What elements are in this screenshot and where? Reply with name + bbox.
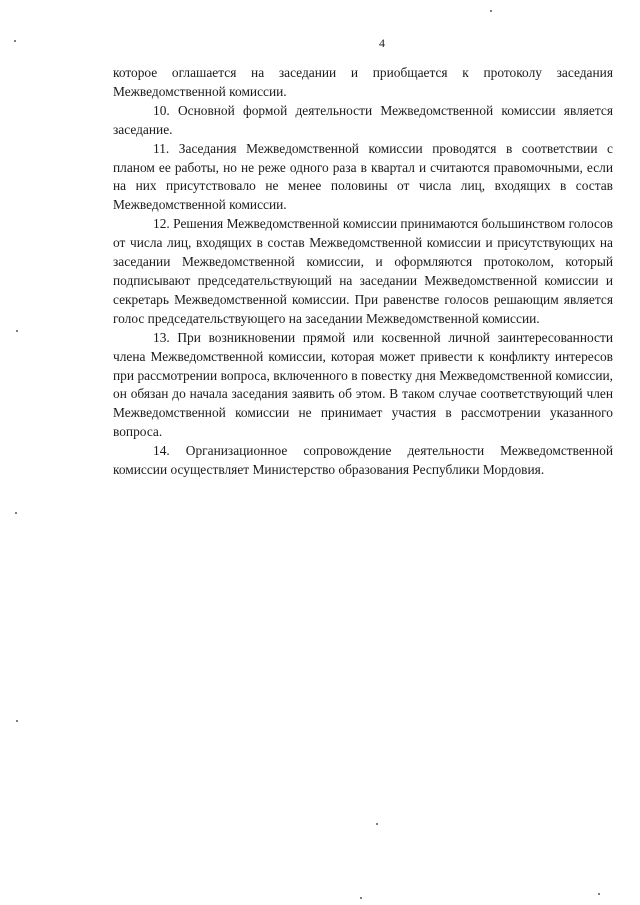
paragraph-12: 12. Решения Межведомственной комиссии принимаются большинством голосов от числа лиц, входящих в состав Межведомственной комиссии и присутствующих на заседании Межведомственной комиссии, и оформляются протоколом, который подписывают председательствующий на заседании Межведомственной комиссии и секретарь Межведомственной комиссии. При равенстве голосов решающим является голос председательствующего на заседании Межведомственной комиссии. [113,216,613,326]
scan-speck [15,512,17,514]
scan-speck [14,40,16,42]
paragraph-11: 11. Заседания Межведомственной комиссии проводятся в соответствии с планом ее работы, но не реже одного раза в квартал и считаются правомочными, если на них присутствовало не менее половины от числа лиц, входящих в состав Межведомственной комиссии. [113,140,613,213]
document-body [113,64,613,480]
page-number: 4 [379,36,385,50]
scan-speck [490,10,492,12]
scan-speck [16,330,18,332]
scan-speck [376,823,378,825]
scan-speck [360,897,362,899]
paragraph-14: 14. Организационное сопровождение деятельности Межведомственной комиссии осуществляет Министерство образования Республики Мордовия. [113,443,613,478]
paragraph-continuation: которое оглашается на заседании и приобщается к протоколу заседания Межведомственной комиссии. [113,65,613,99]
paragraph-13: 13. При возникновении прямой или косвенной личной заинтересованности члена Межведомственной комиссии, которая может привести к конфликту интересов при рассмотрении вопроса, включенного в повестку дня Межведомственной комиссии, он обязан до начала заседания заявить об этом. В таком случае соответствующий член Межведомственной комиссии не принимает участия в рассмотрении указанного вопроса. [113,329,613,440]
scan-speck [16,720,18,722]
paragraph-10: 10. Основной формой деятельности Межведомственной комиссии является заседание. [113,102,613,137]
scan-speck [598,893,600,895]
